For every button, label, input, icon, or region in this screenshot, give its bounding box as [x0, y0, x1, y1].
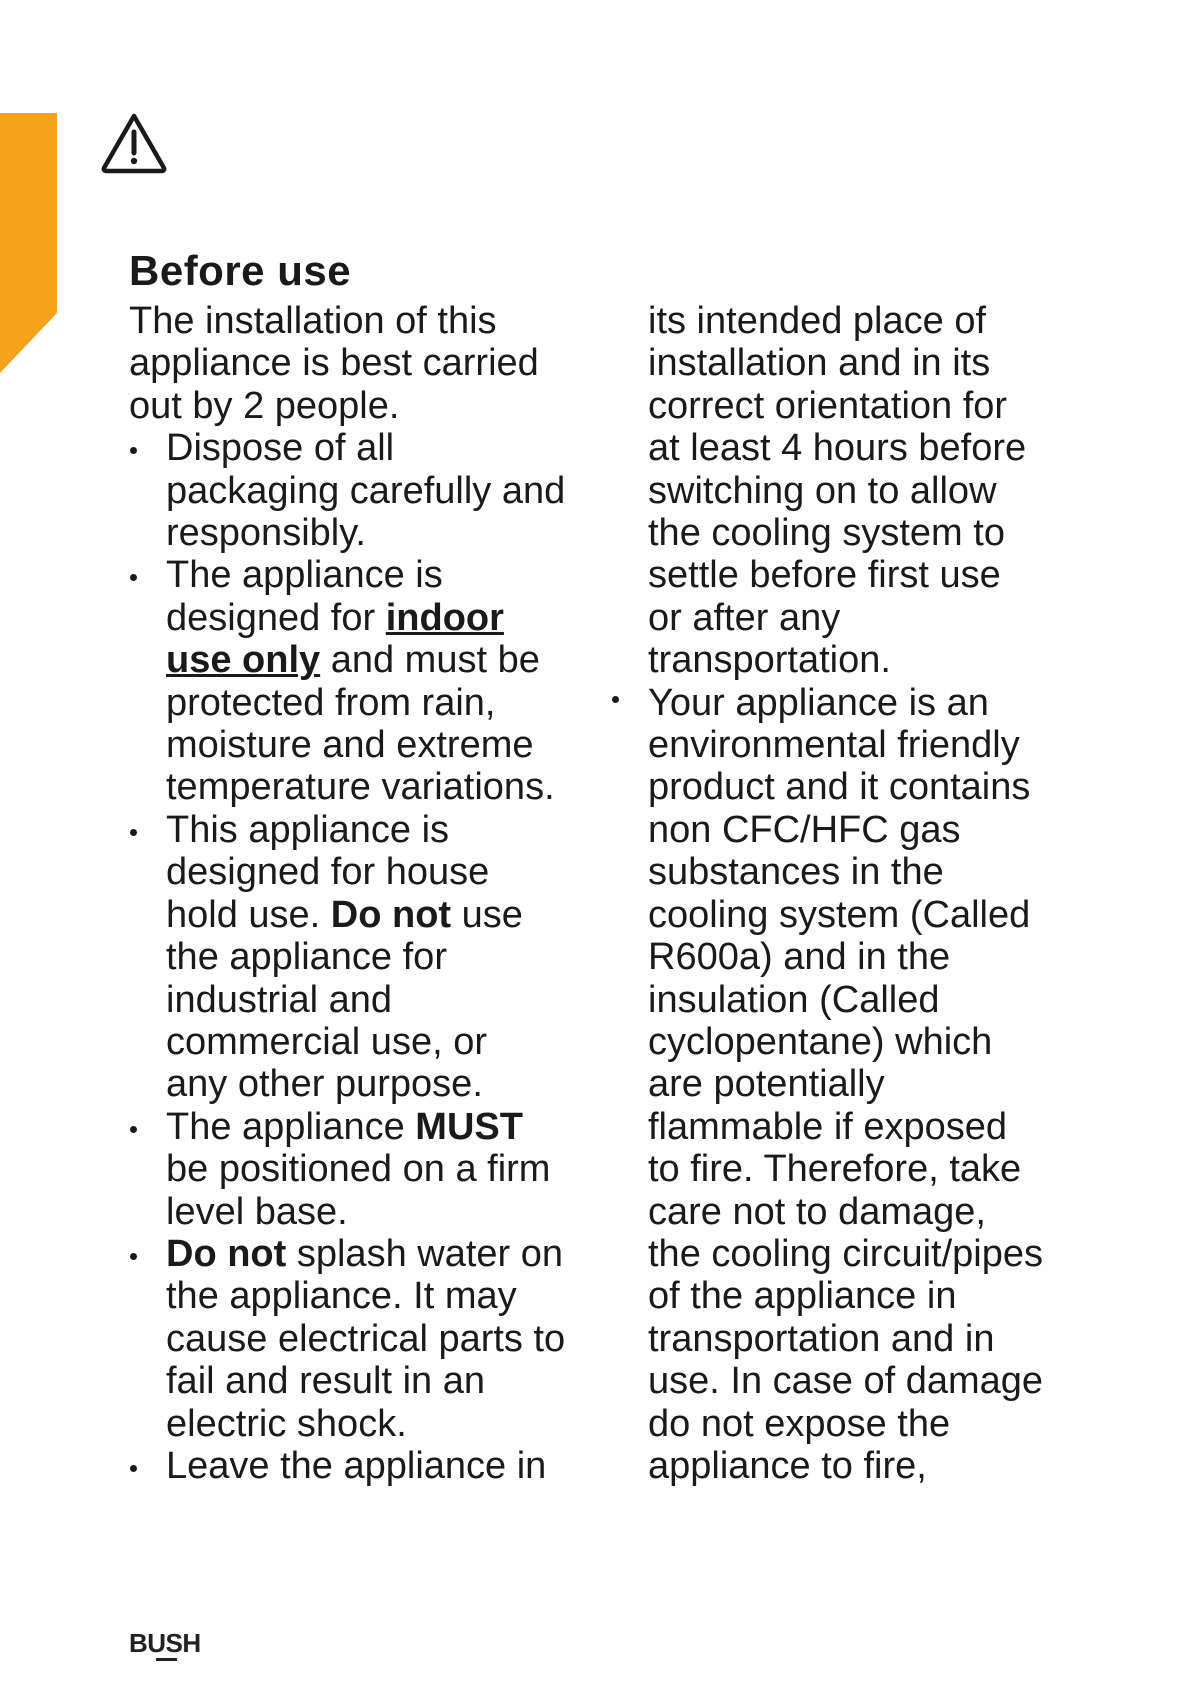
warning-triangle-icon — [100, 112, 168, 174]
intro-paragraph: The installation of this appliance is best carried out by 2 people. — [129, 300, 539, 427]
list-item: Leave the appliance in — [129, 1445, 609, 1487]
list-item: The appliance is designed for indoor use only and must be protected from rain, moisture and extreme temperature variations. — [129, 554, 609, 808]
right-column — [648, 300, 1108, 1487]
precautions-list — [129, 427, 609, 1487]
list-item: Do not splash water on the appliance. It may cause electrical parts to fail and result in an electric shock. — [129, 1233, 609, 1445]
section-heading: Before use — [129, 247, 352, 294]
emphasis-text: indoor use only — [166, 596, 504, 682]
left-column — [129, 300, 609, 1487]
emphasis-text: MUST — [415, 1105, 523, 1148]
emphasis-text: Do not — [330, 893, 452, 936]
brand-logo: BUSH — [129, 1628, 201, 1658]
continuation-paragraph: its intended place of installation and in its correct orientation for at least 4 hours before switching on to allow the cooling system to settle before first use or after any transportation. — [648, 300, 1027, 682]
orange-accent-tab — [0, 113, 57, 373]
emphasis-text: Do not — [166, 1232, 287, 1275]
environment-list — [648, 682, 1108, 1488]
list-item: Your appliance is an environmental friendly product and it contains non CFC/HFC gas substances in the cooling system (Called R600a) and in the insulation (Called cyclopentane) which are potentially flammable if exposed to fire. Therefore, take care not to damage, the cooling circuit/pipes of the appliance in transportation and in use. In case of damage do not expose the appliance to fire, — [648, 682, 1108, 1488]
list-item: This appliance is designed for house hold use. Do not use the appliance for industrial and commercial use, or any other purpose. — [129, 809, 609, 1106]
list-item: The appliance MUST be positioned on a firm level base. — [129, 1106, 609, 1233]
list-item: Dispose of all packaging carefully and responsibly. — [129, 427, 609, 554]
brand-logo-underline — [156, 1658, 177, 1661]
